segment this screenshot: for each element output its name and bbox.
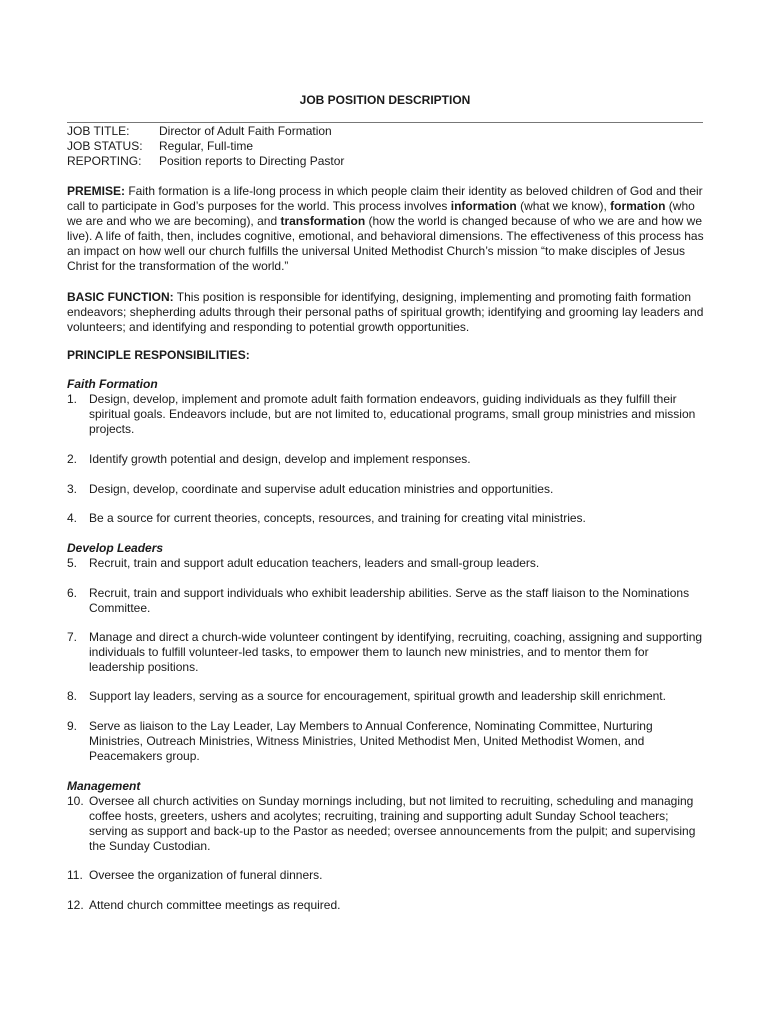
- premise-text-2: (what we know),: [516, 199, 611, 213]
- list-item: [67, 898, 707, 913]
- item-text: Manage and direct a church-wide volunteer contingent by identifying, recruiting, coaching, assigning and supporting individuals to fulfill volunteer-led tasks, to empower them to launch new ministries, and to mentor them for leadership positions.: [89, 630, 703, 674]
- job-status-value: Regular, Full-time: [159, 139, 254, 153]
- section-title-management: Management: [67, 779, 141, 793]
- item-text: Serve as liaison to the Lay Leader, Lay Members to Annual Conference, Nominating Committee, Nurturing Ministries, Outreach Ministries, Witness Ministries, United Methodist Men, United Methodist Women, and Peacemakers group.: [89, 719, 653, 763]
- section-title-develop-leaders: Develop Leaders: [67, 541, 164, 555]
- job-title-value: Director of Adult Faith Formation: [159, 124, 332, 138]
- item-text: Design, develop, coordinate and supervise adult education ministries and opportunities.: [89, 482, 554, 496]
- item-text: Oversee the organization of funeral dinners.: [89, 868, 323, 882]
- job-status-label: JOB STATUS:: [67, 139, 143, 153]
- premise-bold-formation: formation: [610, 199, 666, 213]
- job-status-row: [67, 139, 344, 154]
- item-text: Design, develop, implement and promote adult faith formation endeavors, guiding individuals as they fulfill their spiritual goals. Endeavors include, but are not limited to, educational programs, small group ministries and mission projects.: [89, 392, 696, 436]
- list-item: [67, 482, 707, 497]
- basic-function-paragraph: [67, 290, 707, 335]
- document-title: JOB POSITION DESCRIPTION: [299, 93, 471, 107]
- item-number: 1.: [67, 392, 78, 406]
- item-number: 12.: [67, 898, 84, 912]
- item-number: 3.: [67, 482, 78, 496]
- list-item: [67, 586, 707, 616]
- list-item: [67, 556, 707, 571]
- premise-text-3: (who we are and who we are becoming), and: [67, 199, 695, 228]
- item-number: 10.: [67, 794, 84, 808]
- item-text: Support lay leaders, serving as a source for encouragement, spiritual growth and leadership skill enrichment.: [89, 689, 666, 703]
- item-text: Attend church committee meetings as required.: [89, 898, 341, 912]
- item-text: Be a source for current theories, concepts, resources, and training for creating vital ministries.: [89, 511, 586, 525]
- basic-function-label: BASIC FUNCTION:: [67, 290, 174, 304]
- item-number: 2.: [67, 452, 78, 466]
- job-meta: [67, 124, 344, 169]
- job-title-row: [67, 124, 344, 139]
- header-divider: [67, 122, 703, 123]
- premise-text-1: Faith formation is a life-long process in which people claim their identity as beloved children of God and their call to participate in God’s purposes for the world. This process involves: [67, 184, 703, 213]
- item-number: 6.: [67, 586, 78, 600]
- item-text: Recruit, train and support individuals who exhibit leadership abilities. Serve as the staff liaison to the Nominations Committee.: [89, 586, 690, 615]
- item-number: 5.: [67, 556, 78, 570]
- item-text: Identify growth potential and design, develop and implement responses.: [89, 452, 471, 466]
- list-item: [67, 630, 707, 675]
- list-item: [67, 452, 707, 467]
- reporting-label: REPORTING:: [67, 154, 142, 168]
- premise-label: PREMISE:: [67, 184, 126, 198]
- list-item: [67, 511, 707, 526]
- premise-paragraph: [67, 184, 707, 274]
- premise-text-4: (how the world is changed because of who we are and how we live). A life of faith, then, includes cognitive, emotional, and behavioral dimensions. The effectiveness of this process has an impact on how well our church fulfills the universal United Methodist Church’s mission “to make disciples of Jesus Christ for the transformation of the world.”: [67, 214, 704, 273]
- section-title-faith-formation: Faith Formation: [67, 377, 158, 391]
- item-number: 4.: [67, 511, 78, 525]
- list-item: [67, 868, 707, 883]
- item-number: 7.: [67, 630, 78, 644]
- item-number: 8.: [67, 689, 78, 703]
- basic-function-text: This position is responsible for identifying, designing, implementing and promoting faith formation endeavors; shepherding adults through their personal paths of spiritual growth; identifying and grooming lay leaders and volunteers; and identifying and responding to potential growth opportunities.: [67, 290, 704, 334]
- list-item: [67, 689, 707, 704]
- item-text: Recruit, train and support adult education teachers, leaders and small-group leaders.: [89, 556, 540, 570]
- item-number: 9.: [67, 719, 78, 733]
- reporting-value: Position reports to Directing Pastor: [159, 154, 345, 168]
- premise-bold-transformation: transformation: [280, 214, 366, 228]
- premise-bold-information: information: [450, 199, 517, 213]
- item-number: 11.: [67, 868, 83, 882]
- list-item: [67, 392, 707, 437]
- responsibilities-heading: PRINCIPLE RESPONSIBILITIES:: [67, 348, 250, 362]
- reporting-row: [67, 154, 344, 169]
- item-text: Oversee all church activities on Sunday mornings including, but not limited to recruiting, scheduling and managing coffee hosts, greeters, ushers and acolytes; recruiting, training and supporting adult Sunday School teachers; serving as support and back-up to the Pastor as needed; oversee announcements from the pulpit; and supervising the Sunday Custodian.: [89, 794, 696, 853]
- job-title-label: JOB TITLE:: [67, 124, 130, 138]
- list-item: [67, 719, 707, 764]
- list-item: [67, 794, 707, 854]
